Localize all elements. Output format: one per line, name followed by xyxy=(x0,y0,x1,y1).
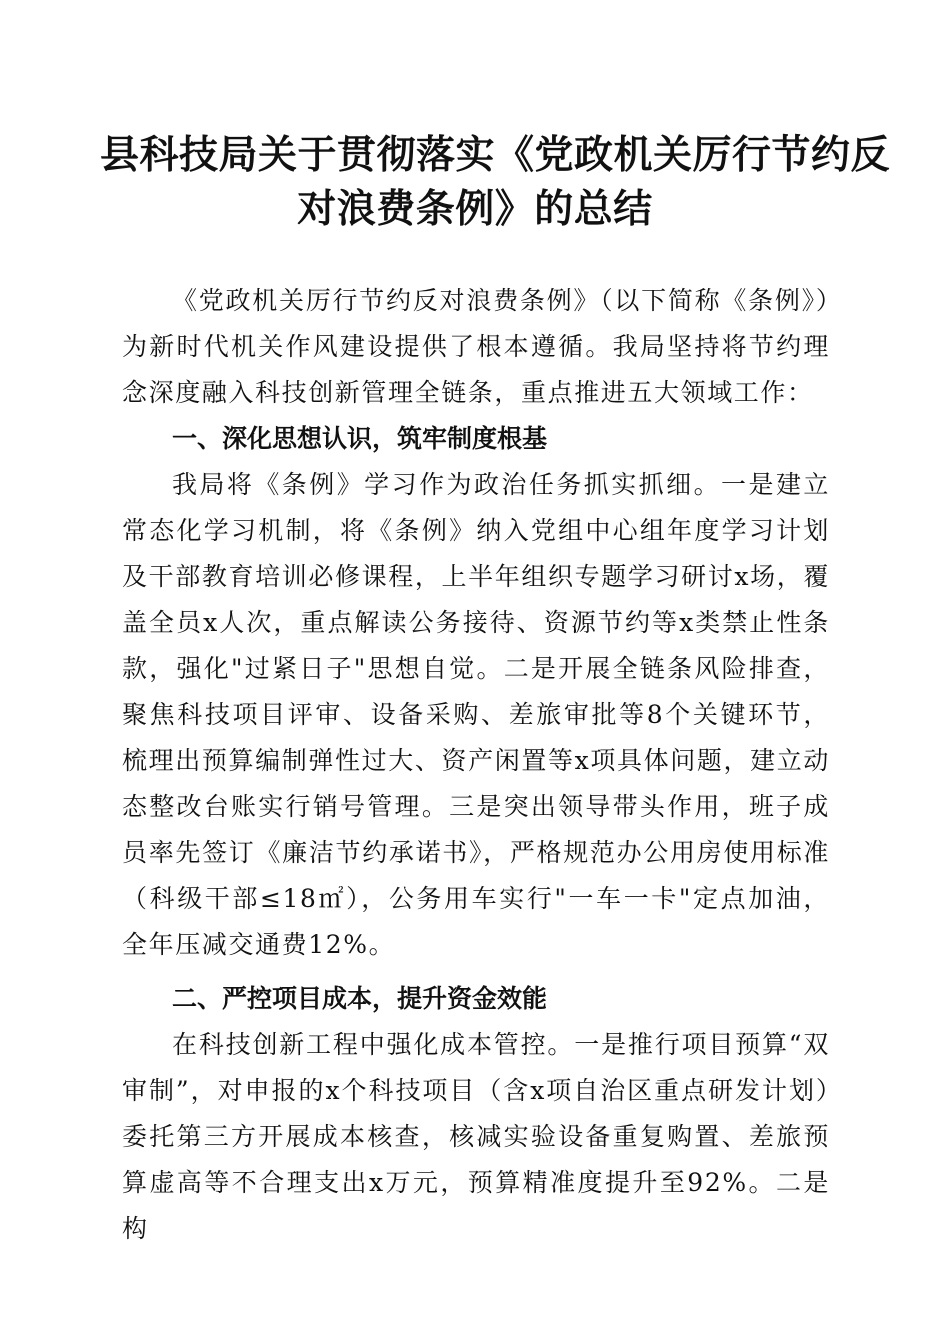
intro-paragraph: 《党政机关厉行节约反对浪费条例》（以下简称《条例》）为新时代机关作风建设提供了根本遵循。我局坚持将节约理念深度融入科技创新管理全链条，重点推进五大领域工作： xyxy=(122,286,830,407)
document-title xyxy=(100,128,891,236)
title-line-1: 县科技局关于贯彻落实《党政机关厉行节约反 xyxy=(100,132,891,178)
section-1-paragraph: 我局将《条例》学习作为政治任务抓实抓细。一是建立常态化学习机制，将《条例》纳入党组中心组年度学习计划及干部教育培训必修课程，上半年组织专题学习研讨x场，覆盖全员x人次，重点解读公务接待、资源节约等x类禁止性条款，强化"过紧日子"思想自觉。二是开展全链条风险排查，聚焦科技项目评审、设备采购、差旅审批等8个关键环节，梳理出预算编制弹性过大、资产闲置等x项具体问题，建立动态整改台账实行销号管理。三是突出领导带头作用，班子成员率先签订《廉洁节约承诺书》，严格规范办公用房使用标准（科级干部≤18㎡），公务用车实行"一车一卡"定点加油，全年压减交通费12%。 xyxy=(122,470,830,959)
title-line-2: 对浪费条例》的总结 xyxy=(297,186,653,232)
section-2-heading: 二、严控项目成本，提升资金效能 xyxy=(172,984,548,1013)
section-1-heading: 一、深化思想认识，筑牢制度根基 xyxy=(172,424,548,453)
section-2-paragraph: 在科技创新工程中强化成本管控。一是推行项目预算“双审制”，对申报的x个科技项目（含x项自治区重点研发计划）委托第三方开展成本核查，核减实验设备重复购置、差旅预算虚高等不合理支出x万元，预算精准度提升至92%。二是构 xyxy=(122,1030,830,1243)
document-body xyxy=(122,278,830,1252)
